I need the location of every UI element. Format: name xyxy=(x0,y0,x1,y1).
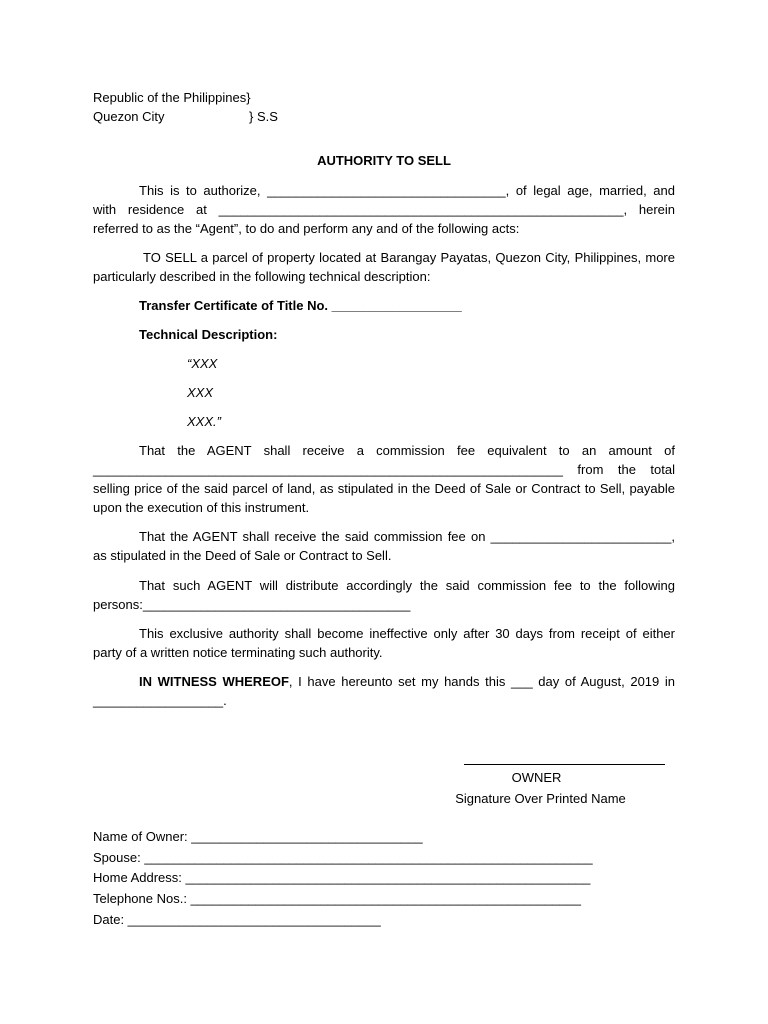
venue-ss: } S.S xyxy=(249,109,278,124)
paragraph-commission: That the AGENT shall receive a commission fee equivalent to an amount of _________________________________________________________________ from the total selling price of the said parcel of land, as stipulated in the Deed of Sale or Contract to Sell, payable upon the execution of this instrument. xyxy=(93,443,675,515)
paragraph-exclusive-authority: This exclusive authority shall become ineffective only after 30 days from receipt of either party of a written notice terminating such authority. xyxy=(93,626,675,660)
paragraph-commission-date: That the AGENT shall receive the said commission fee on _________________________, as stipulated in the Deed of Sale or Contract to Sell. xyxy=(93,529,675,563)
signature-caption: Signature Over Printed Name xyxy=(455,791,626,806)
technical-description-label: Technical Description: xyxy=(139,327,278,342)
field-home-address: Home Address: ________________________________________________________ xyxy=(93,870,591,885)
paragraph-distribution: That such AGENT will distribute accordingly the said commission fee to the following persons:_____________________________________ xyxy=(93,578,675,612)
venue-city: Quezon City xyxy=(93,109,165,124)
field-date: Date: ___________________________________ xyxy=(93,912,381,927)
field-owner-name: Name of Owner: ________________________________ xyxy=(93,829,423,844)
paragraph-authorization: This is to authorize, _________________________________, of legal age, married, and with residence at ________________________________________________________, herein referred to as the “Agent”, to do and perform any and of the following acts: xyxy=(93,183,675,236)
witness-heading: IN WITNESS WHEREOF xyxy=(139,674,289,689)
field-spouse: Spouse: ______________________________________________________________ xyxy=(93,850,593,865)
paragraph-witness xyxy=(93,672,675,710)
field-telephone: Telephone Nos.: ______________________________________________________ xyxy=(93,891,581,906)
witness-text: , I have hereunto set my hands this ___ day of August, 2019 in __________________. xyxy=(93,674,676,708)
tech-desc-line-3: XXX.” xyxy=(187,414,221,429)
document-title: AUTHORITY TO SELL xyxy=(317,153,451,168)
venue-republic: Republic of the Philippines} xyxy=(93,90,251,105)
tct-line: Transfer Certificate of Title No. __________________ xyxy=(139,298,462,313)
tech-desc-line-1: “XXX xyxy=(187,356,218,371)
tech-desc-line-2: XXX xyxy=(187,385,214,400)
signature-line xyxy=(464,764,665,765)
signature-role: OWNER xyxy=(511,770,562,785)
paragraph-to-sell: TO SELL a parcel of property located at Barangay Payatas, Quezon City, Philippines, more particularly described in the following technical description: xyxy=(93,250,675,284)
